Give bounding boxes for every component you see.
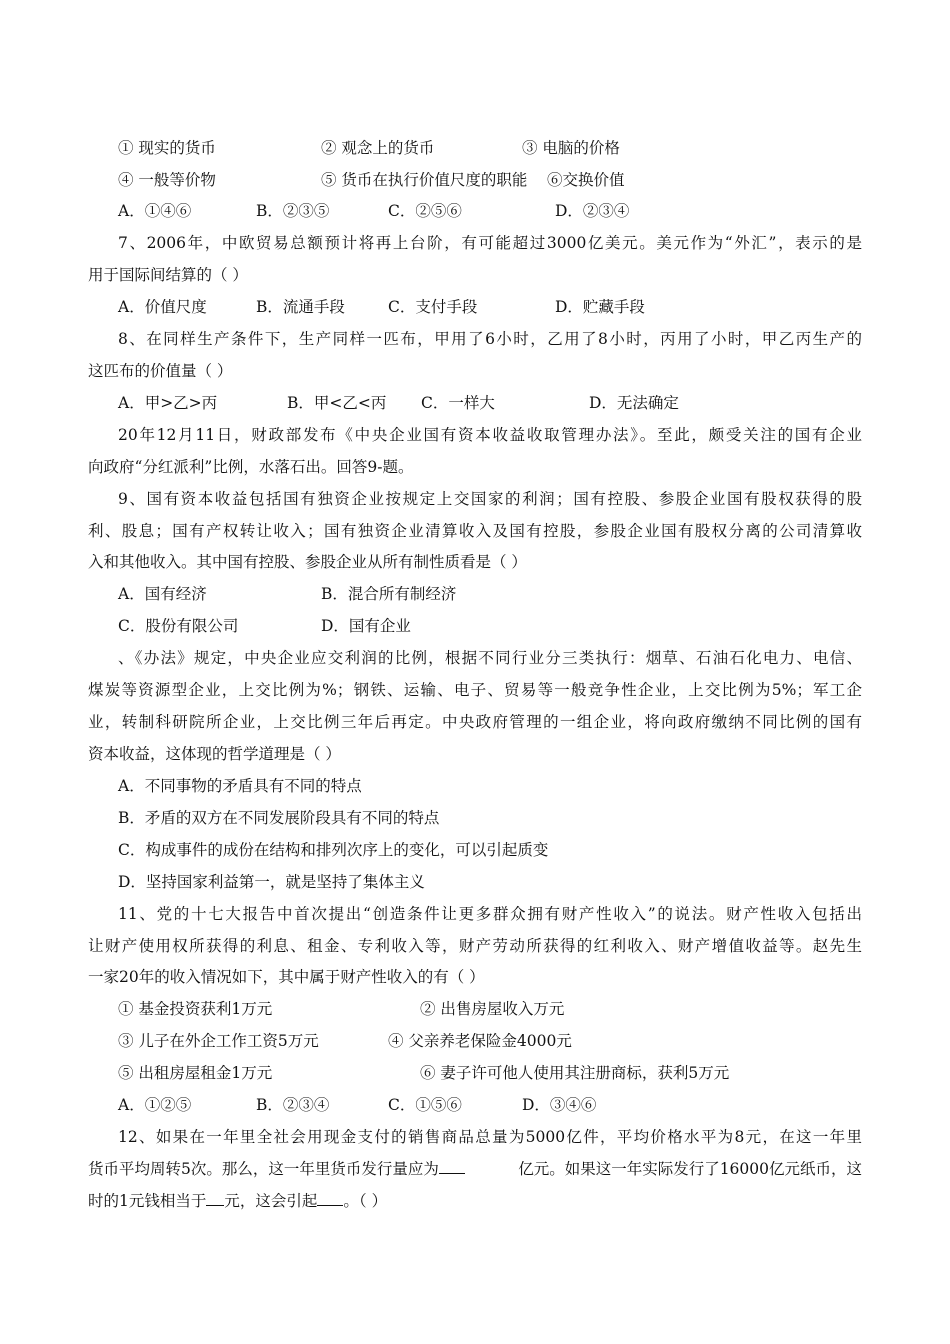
question-text: 让财产使用权所获得的利息、租金、专利收入等，财产劳动所获得的红利收入、财产增值收益等。赵先生 [88,937,862,955]
answer-option: C．支付手段 [388,298,478,316]
answer-option: C．股份有限公司 [118,617,239,635]
option-item: ③ 儿子在外企工作工资5万元 [118,1032,319,1050]
question-text-part: 亿元。如果这一年实际发行了16000亿元纸币，这 [518,1160,862,1178]
answer-option: D．国有企业 [321,617,411,635]
question-text-part: 时的1元钱相当于 [88,1192,207,1210]
answer-option: B．②③⑤ [256,202,330,220]
option-item: ② 观念上的货币 [321,139,435,157]
question-text-part: 。（ ） [343,1192,388,1210]
answer-option: A．不同事物的矛盾具有不同的特点 [118,777,362,795]
question-text: 、《办法》规定，中央企业应交利润的比例，根据不同行业分三类执行：烟草、石油石化电力、电信、 [118,649,862,667]
question-text: 利、股息；国有产权转让收入；国有独资企业清算收入及国有控股，参股企业国有股权分离的公司清算收 [88,522,862,540]
answer-option: C．构成事件的成份在结构和排列次序上的变化，可以引起质变 [118,841,549,859]
answer-option: C．一样大 [421,394,495,412]
answer-option: B．混合所有制经济 [321,585,457,603]
option-item: ③ 电脑的价格 [522,139,620,157]
option-item: ① 现实的货币 [118,139,216,157]
question-text: 用于国际间结算的（ ） [88,266,248,284]
answer-option: C．②⑤⑥ [388,202,462,220]
option-item: ⑤ 出租房屋租金1万元 [118,1064,273,1082]
fill-in-blank [439,1159,465,1174]
question-text-part: 元，这会引起 [224,1192,318,1210]
question-text: 8、在同样生产条件下，生产同样一匹布，甲用了6小时，乙用了8小时，丙用了小时，甲乙丙生产的 [118,330,862,348]
fill-in-blank [317,1191,343,1206]
answer-option: B．流通手段 [256,298,345,316]
question-text [88,1159,862,1179]
question-text: 7、2006年，中欧贸易总额预计将再上台阶，有可能超过3000亿美元。美元作为“外汇”，表示的是 [118,234,862,252]
answer-option: B．②③④ [256,1096,330,1114]
question-text: 入和其他收入。其中国有控股、参股企业从所有制性质看是（ ） [88,553,527,571]
passage-text: 向政府“分红派利”比例，水落石出。回答9-题。 [88,458,414,476]
passage-text: 20年12月11日，财政部发布《中央企业国有资本收益收取管理办法》。至此，颇受关注的国有企业 [118,426,862,444]
answer-option: D．②③④ [555,202,630,220]
answer-option: C．①⑤⑥ [388,1096,462,1114]
answer-option: B．矛盾的双方在不同发展阶段具有不同的特点 [118,809,440,827]
question-text: 12、如果在一年里全社会用现金支付的销售商品总量为5000亿件，平均价格水平为8元，在这一年里 [118,1128,862,1146]
answer-option: D．无法确定 [589,394,679,412]
answer-option: D．贮藏手段 [555,298,645,316]
option-item: ⑥交换价值 [547,171,625,189]
answer-option: D．坚持国家利益第一，就是坚持了集体主义 [118,873,425,891]
question-text: 9、国有资本收益包括国有独资企业按规定上交国家的利润；国有控股、参股企业国有股权获得的股 [118,490,862,508]
option-item: ⑤ 货币在执行价值尺度的职能 [321,171,528,189]
answer-option: A．①④⑥ [118,202,192,220]
question-text-part: 货币平均周转5次。那么，这一年里货币发行量应为 [88,1160,439,1178]
question-text: 煤炭等资源型企业，上交比例为%；钢铁、运输、电子、贸易等一般竞争性企业，上交比例为5%；军工企 [88,681,862,699]
question-text: 11、党的十七大报告中首次提出“创造条件让更多群众拥有财产性收入”的说法。财产性收入包括出 [118,905,862,923]
question-text [88,1191,387,1211]
answer-option: D．③④⑥ [522,1096,597,1114]
fill-in-blank [206,1191,224,1206]
answer-option: A．①②⑤ [118,1096,192,1114]
answer-option: A．国有经济 [118,585,207,603]
option-item: ④ 一般等价物 [118,171,216,189]
option-item: ① 基金投资获利1万元 [118,1000,273,1018]
answer-option: A．价值尺度 [118,298,207,316]
question-text: 资本收益，这体现的哲学道理是（ ） [88,745,341,763]
option-item: ⑥ 妻子许可他人使用其注册商标，获利5万元 [420,1064,730,1082]
answer-option: B．甲<乙<丙 [287,394,387,412]
answer-option: A．甲>乙>丙 [118,394,218,412]
question-text: 业，转制科研院所企业，上交比例三年后再定。中央政府管理的一组企业，将向政府缴纳不同比例的国有 [88,713,862,731]
option-item: ② 出售房屋收入万元 [420,1000,565,1018]
option-item: ④ 父亲养老保险金4000元 [388,1032,572,1050]
question-text: 一家20年的收入情况如下，其中属于财产性收入的有（ ） [88,968,485,986]
question-text: 这匹布的价值量（ ） [88,362,233,380]
